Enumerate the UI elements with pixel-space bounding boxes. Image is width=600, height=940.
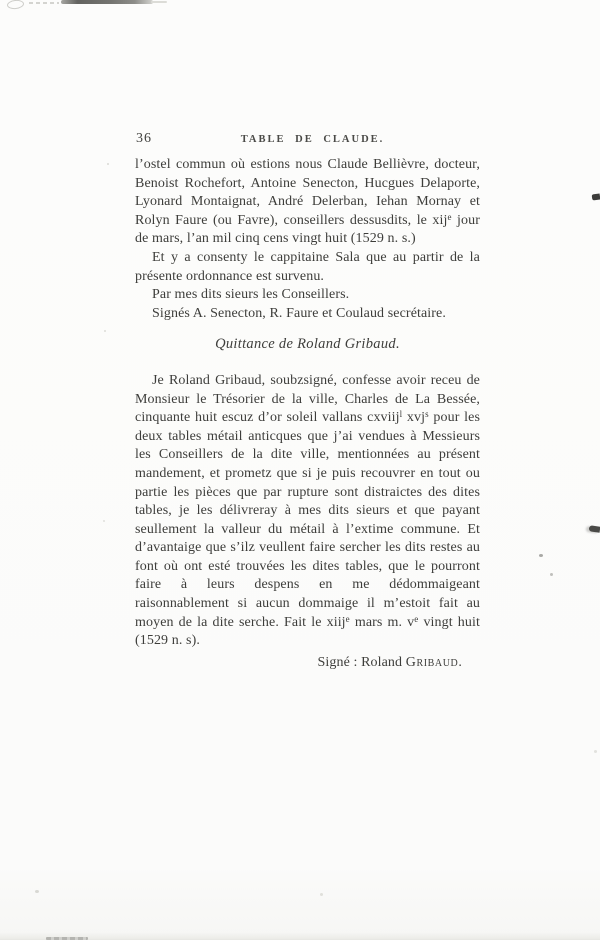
- scan-artifact-speck: [35, 890, 39, 893]
- scan-artifact-right-ink-mark-upper: [592, 193, 600, 200]
- signature-line: Signé : Roland Gribaud.: [317, 654, 462, 670]
- page-number: 36: [136, 131, 152, 146]
- running-head-title: TABLE DE CLAUDE.: [240, 134, 385, 145]
- scan-artifact-speck: [320, 893, 323, 896]
- paragraph-consenty: Et y a consenty le cappitaine Sala que au partir de la présente ordonnance est survenu.: [135, 249, 480, 284]
- scan-artifact-top-ink-streak: [61, 0, 153, 4]
- scan-artifact-speck: [104, 330, 106, 332]
- scan-artifact-speck: [107, 163, 109, 165]
- paragraph-signes: Signés A. Senecton, R. Faure et Coulaud secrétaire.: [152, 305, 446, 321]
- page-text-block: [135, 156, 480, 672]
- scan-artifact-bottom-edge-shadow: [0, 932, 600, 940]
- scan-artifact-right-ink-mark-lower: [589, 525, 600, 532]
- scan-artifact-speck: [539, 554, 543, 557]
- scan-artifact-oval-smudge: [7, 0, 25, 10]
- paragraph-par-mes-dits: Par mes dits sieurs les Conseillers.: [152, 287, 350, 303]
- scan-artifact-dash-smudge: [29, 2, 59, 4]
- scan-artifact-speck: [550, 573, 553, 576]
- section-heading-quittance: Quittance de Roland Gribaud.: [215, 336, 400, 353]
- scan-artifact-streak-tail: [151, 1, 167, 3]
- running-header: [135, 131, 480, 149]
- paragraph-continuation: l’ostel commun où estions nous Claude Bellièvre, docteur, Benoist Rochefort, Antoine Senecton, Hucgues Delaporte, Lyonard Montaignat, André Delerban, Iehan Mornay et Rolyn Faure (ou Favre), conseillers dessusdits, le xij$^e$ jour de mars, l’an mil cinq cens vingt huit (1529 n. s.): [135, 157, 480, 247]
- paragraph-quittance-body: Je Roland Gribaud, soubzsigné, confesse avoir receu de Monsieur le Trésorier de la ville, Charles de La Bessée, cinquante huit escuz d’or soleil vallans cxviij$^l$ xvj$^s$ pour les deux tables métail anticques que j’ai vendues à Messieurs les Conseillers de la dite ville, mentionnées au présent mandement, et prometz que si je puis recouvrer en tout ou partie les pièces que par rupture sont distraictes des dites tables, je les délivreray à mes dits sieurs et que payant seullement la valleur du métail à l’extime commune. Et d’avantaige que s’ilz veullent faire sercher les dits restes au font où ont esté trouvées les dites tables, que le pourront faire à leurs despens en me dédommaigeant raisonnablement si aucun dommaige il m’estoit fait au moyen de la dite serche. Fait le xiij$^e$ mars m. $v^e$ vingt huit (1529 n. s).: [135, 372, 480, 649]
- scan-artifact-speck: [103, 520, 105, 522]
- scan-artifact-speck: [594, 750, 597, 753]
